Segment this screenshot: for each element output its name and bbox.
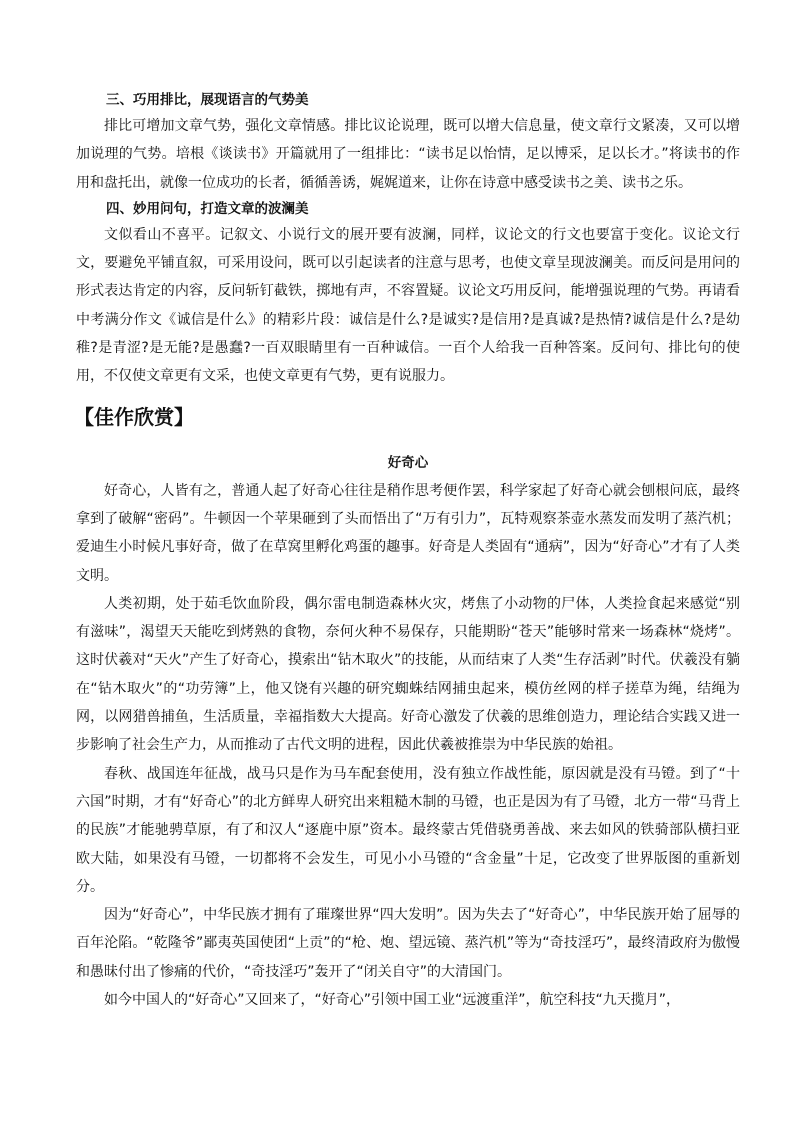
document-page: [76, 88, 740, 1014]
article-title: 好奇心: [387, 454, 429, 471]
section-paragraph-4: 文似看山不喜平。记叙文、小说行文的展开要有波澜，同样，议论文的行文也要富于变化。议论文行文，要避免平铺直叙，可采用设问，既可以引起读者的注意与思考，也使文章呈现波澜美。而反问是用问的形式表达肯定的内容，反问斩钉截铁，掷地有声，不容置疑。议论文巧用反问，能增强说理的气势。再请看中考满分作文《诚信是什么》的精彩片段：诚信是什么?是诚实?是信用?是真诚?是热情?诚信是什么?是幼稚?是青涩?是无能?是愚蠢?一百双眼睛里有一百种诚信。一百个人给我一百种答案。反问句、排比句的使用，不仅使文章更有文采，也使文章更有气势，更有说服力。: [76, 226, 740, 385]
appreciation-section-title: 【佳作欣赏】: [74, 404, 194, 429]
section-paragraph-3: 排比可增加文章气势，强化文章情感。排比议论说理，既可以增大信息量，使文章行文紧凑，又可以增加说理的气势。培根《谈读书》开篇就用了一组排比：“读书足以怡情，足以博采，足以长才。”将读书的作用和盘托出，就像一位成功的长者，循循善诱，娓娓道来，让你在诗意中感受读书之美、读书之乐。: [76, 118, 740, 191]
section-heading-4: 四、妙用问句，打造文章的波澜美: [106, 200, 309, 217]
article-paragraph: 人类初期，处于茹毛饮血阶段，偶尔雷电制造森林火灾，烤焦了小动物的尸体，人类捡食起来感觉“别有滋味”，渴望天天能吃到烤熟的食物，奈何火种不易保存，只能期盼“苍天”能够时常来一场森林“烧烤”。这时伏羲对“天火”产生了好奇心，摸索出“钻木取火”的技能，从而结束了人类“生存活剥”时代。伏羲没有躺在“钻木取火”的“功劳簿”上，他又饶有兴趣的研究蜘蛛结网捕虫起来，模仿丝网的样子搓草为绳，结绳为网，以网猎兽捕鱼，生活质量，幸福指数大大提高。好奇心激发了伏羲的思维创造力，理论结合实践又进一步影响了社会生产力，从而推动了古代文明的进程，因此伏羲被推崇为中华民族的始祖。: [76, 595, 740, 754]
article-paragraph: 因为“好奇心”，中华民族才拥有了璀璨世界“四大发明”。因为失去了“好奇心”，中华民族开始了屈辱的百年沦陷。“乾隆爷”鄙夷英国使团“上贡”的“枪、炮、望远镜、蒸汽机”等为“奇技淫巧”，最终清政府为傲慢和愚昧付出了惨痛的代价，“奇技淫巧”轰开了“闭关自守”的大清国门。: [76, 907, 740, 980]
section-heading-3: 三、巧用排比，展现语言的气势美: [106, 92, 309, 108]
article-paragraph: 好奇心，人皆有之，普通人起了好奇心往往是稍作思考便作罢，科学家起了好奇心就会刨根问底，最终拿到了破解“密码”。牛顿因一个苹果砸到了头而悟出了“万有引力”，瓦特观察茶壶水蒸发而发明了蒸汽机；爱迪生小时候凡事好奇，做了在草窝里孵化鸡蛋的趣事。好奇是人类固有“通病”，因为“好奇心”才有了人类文明。: [76, 482, 740, 584]
article-paragraph: 春秋、战国连年征战，战马只是作为马车配套使用，没有独立作战性能，原因就是没有马镫。到了“十六国”时期，才有“好奇心”的北方鲜卑人研究出来粗糙木制的马镫，也正是因为有了马镫，北方一带“马背上的民族”才能驰骋草原，有了和汉人“逐鹿中原”资本。最终蒙古凭借骁勇善战、来去如风的铁骑部队横扫亚欧大陆，如果没有马镫，一切都将不会发生，可见小小马镫的“含金量”十足，它改变了世界版图的重新划分。: [76, 765, 740, 895]
article-paragraph: 如今中国人的“好奇心”又回来了，“好奇心”引领中国工业“远渡重洋”，航空科技“九天揽月”，: [104, 992, 681, 1009]
